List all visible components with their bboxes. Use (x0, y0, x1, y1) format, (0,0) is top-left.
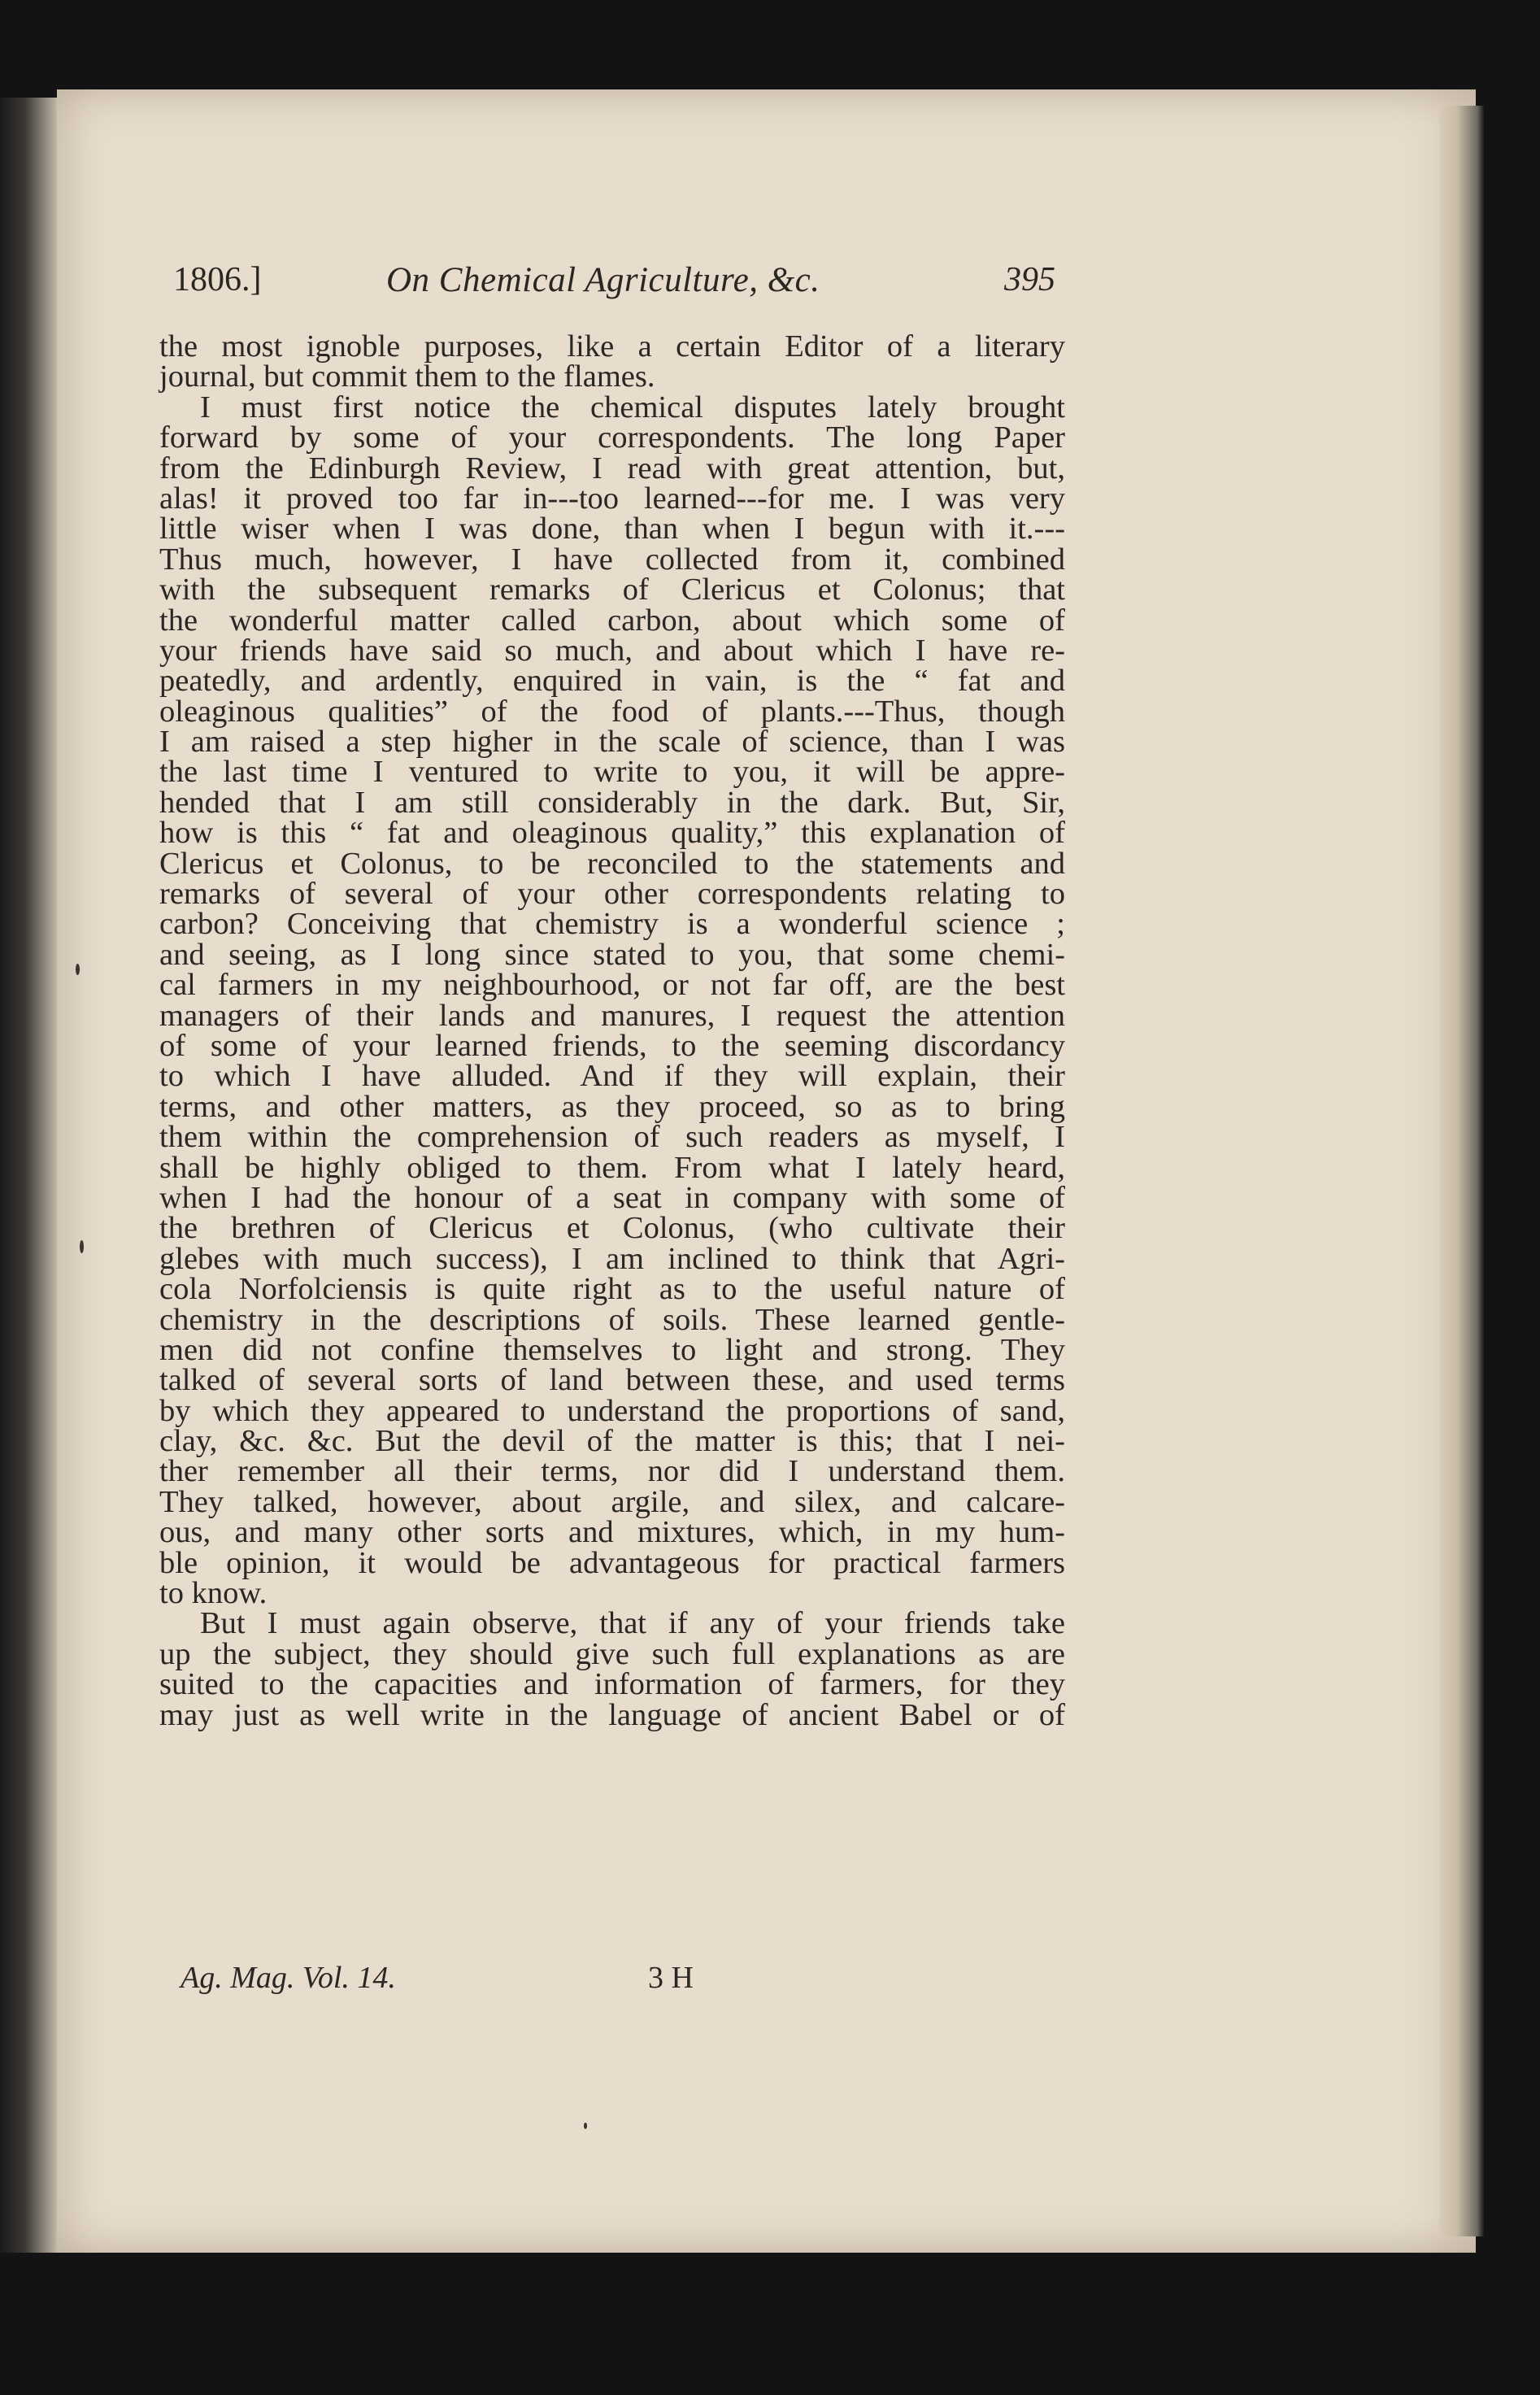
text-line: terms, and other matters, as they proceed, so as to bring (159, 1089, 1065, 1124)
text-line: hended that I am still considerably in the dark. But, Sir, (159, 785, 1065, 820)
header-title: On Chemical Agriculture, &c. (386, 261, 820, 299)
text-line: the most ignoble purposes, like a certain Editor of a literary (159, 329, 1065, 364)
text-line: men did not confine themselves to light and strong. They (159, 1332, 1065, 1367)
paper-speck (76, 964, 80, 975)
running-head (173, 260, 1068, 309)
text-line: journal, but commit them to the flames. (159, 359, 655, 394)
text-line: your friends have said so much, and about which I have re- (159, 633, 1065, 668)
text-line: clay, &c. &c. But the devil of the matter is this; that I nei- (159, 1424, 1065, 1459)
text-line: oleaginous qualities” of the food of plants.---Thus, though (159, 694, 1065, 729)
text-line: But I must again observe, that if any of your friends take (200, 1606, 1065, 1641)
text-line: ous, and many other sorts and mixtures, which, in my hum- (159, 1515, 1065, 1550)
text-line: cal farmers in my neighbourhood, or not far off, are the best (159, 968, 1065, 1003)
text-line: chemistry in the descriptions of soils. These learned gentle- (159, 1302, 1065, 1337)
text-line: talked of several sorts of land between these, and used terms (159, 1363, 1065, 1398)
text-line: carbon? Conceiving that chemistry is a wonderful science ; (159, 907, 1065, 942)
text-line: alas! it proved too far in---too learned---for me. I was very (159, 481, 1065, 516)
page-number: 395 (1004, 261, 1055, 298)
text-line: of some of your learned friends, to the seeming discordancy (159, 1028, 1065, 1063)
body-text (159, 329, 1065, 1732)
page-edge (1439, 106, 1484, 2236)
text-line: ble opinion, it would be advantageous for practical farmers (159, 1545, 1065, 1580)
text-line: cola Norfolciensis is quite right as to the useful nature of (159, 1272, 1065, 1307)
text-line: when I had the honour of a seat in company with some of (159, 1180, 1065, 1215)
text-line: Thus much, however, I have collected from it, combined (159, 542, 1065, 577)
text-line: little wiser when I was done, than when I begun with it.--- (159, 512, 1065, 546)
text-line: I must first notice the chemical disputes lately brought (200, 390, 1065, 425)
text-line: suited to the capacities and information of farmers, for they (159, 1667, 1065, 1702)
text-line: may just as well write in the language of ancient Babel or of (159, 1697, 1065, 1732)
text-line: ther remember all their terms, nor did I understand them. (159, 1454, 1065, 1489)
text-line: shall be highly obliged to them. From what I lately heard, (159, 1150, 1065, 1185)
paper-speck (80, 1240, 84, 1253)
text-line: how is this “ fat and oleaginous quality,” this explanation of (159, 816, 1065, 851)
text-line: to know. (159, 1576, 268, 1611)
signature-mark: 3 H (648, 1961, 694, 1995)
text-line: the wonderful matter called carbon, about which some of (159, 603, 1065, 638)
text-line: glebes with much success), I am inclined to think that Agri- (159, 1241, 1065, 1276)
text-line: the brethren of Clericus et Colonus, (who cultivate their (159, 1211, 1065, 1246)
text-line: I am raised a step higher in the scale of science, than I was (159, 725, 1065, 760)
paper-speck (584, 2123, 587, 2129)
text-line: They talked, however, about argile, and silex, and calcare- (159, 1484, 1065, 1519)
text-line: remarks of several of your other correspondents relating to (159, 877, 1065, 912)
text-line: by which they appeared to understand the proportions of sand, (159, 1393, 1065, 1428)
text-line: with the subsequent remarks of Clericus et Colonus; that (159, 573, 1065, 607)
text-line: from the Edinburgh Review, I read with great attention, but, (159, 451, 1065, 486)
volume-label: Ag. Mag. Vol. 14. (181, 1961, 396, 1995)
text-line: up the subject, they should give such full explanations as are (159, 1636, 1065, 1671)
header-year: 1806.] (173, 261, 262, 298)
text-line: forward by some of your correspondents. The long Paper (159, 420, 1065, 455)
text-line: to which I have alluded. And if they will explain, their (159, 1059, 1065, 1094)
text-line: Clericus et Colonus, to be reconciled to the statements and (159, 846, 1065, 881)
book-spine-shadow (0, 98, 61, 2253)
text-line: peatedly, and ardently, enquired in vain, is the “ fat and (159, 664, 1065, 699)
text-line: the last time I ventured to write to you, it will be appre- (159, 755, 1065, 790)
text-line: them within the comprehension of such readers as myself, I (159, 1120, 1065, 1155)
text-line: and seeing, as I long since stated to you, that some chemi- (159, 937, 1065, 972)
text-line: managers of their lands and manures, I request the attention (159, 998, 1065, 1033)
page-footer (181, 1960, 750, 2001)
